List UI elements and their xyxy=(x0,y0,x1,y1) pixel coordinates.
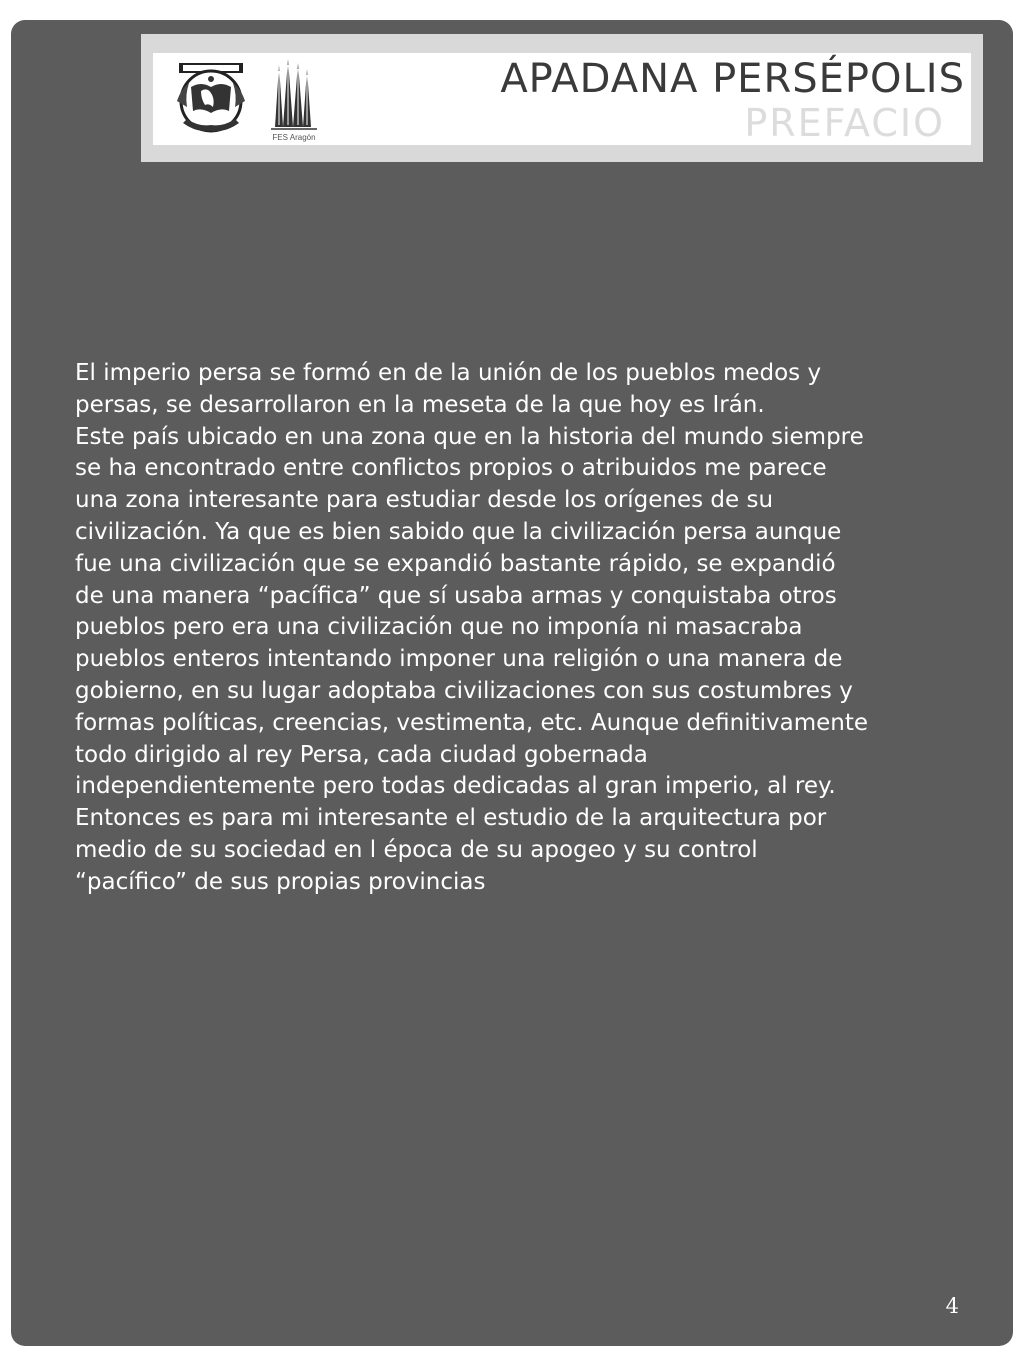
body-line: se ha encontrado entre conflictos propios o atribuidos me parece xyxy=(75,455,827,482)
unam-seal-icon xyxy=(171,61,251,139)
fes-aragon-logo-icon xyxy=(265,57,323,143)
body-line: formas políticas, creencias, vestimenta, etc. Aunque definitivamente xyxy=(75,709,869,736)
body-line: Este país ubicado en una zona que en la historia del mundo siempre xyxy=(75,423,864,450)
body-line: medio de su sociedad en l época de su apogeo y su control xyxy=(75,836,758,863)
body-line: persas, se desarrollaron en la meseta de la que hoy es Irán. xyxy=(75,391,765,418)
body-line: fue una civilización que se expandió bastante rápido, se expandió xyxy=(75,550,836,577)
slide-subtitle: PREFACIO xyxy=(744,101,945,145)
body-line: gobierno, en su lugar adoptaba civilizaciones con sus costumbres y xyxy=(75,677,853,704)
body-line: independientemente pero todas dedicadas al gran imperio, al rey. xyxy=(75,773,836,800)
fes-logo-caption: FES Aragón xyxy=(272,133,316,142)
page-number: 4 xyxy=(945,1294,959,1318)
header-frame xyxy=(141,34,983,162)
body-line: pueblos pero era una civilización que no imponía ni masacraba xyxy=(75,614,803,641)
body-line: de una manera “pacífica” que sí usaba armas y conquistaba otros xyxy=(75,582,837,609)
slide-title: APADANA PERSÉPOLIS xyxy=(500,56,965,102)
header-panel xyxy=(153,53,971,145)
slide xyxy=(11,20,1013,1346)
body-line: Entonces es para mi interesante el estudio de la arquitectura por xyxy=(75,805,827,832)
body-line: El imperio persa se formó en de la unión de los pueblos medos y xyxy=(75,360,822,386)
body-line: una zona interesante para estudiar desde los orígenes de su xyxy=(75,487,774,514)
body-line: civilización. Ya que es bien sabido que la civilización persa aunque xyxy=(75,518,842,545)
body-line: pueblos enteros intentando imponer una religión o una manera de xyxy=(75,646,843,673)
body-line: “pacífico” de sus propias provincias xyxy=(75,868,486,895)
body-paragraph xyxy=(75,358,975,899)
body-line: todo dirigido al rey Persa, cada ciudad gobernada xyxy=(75,741,648,768)
